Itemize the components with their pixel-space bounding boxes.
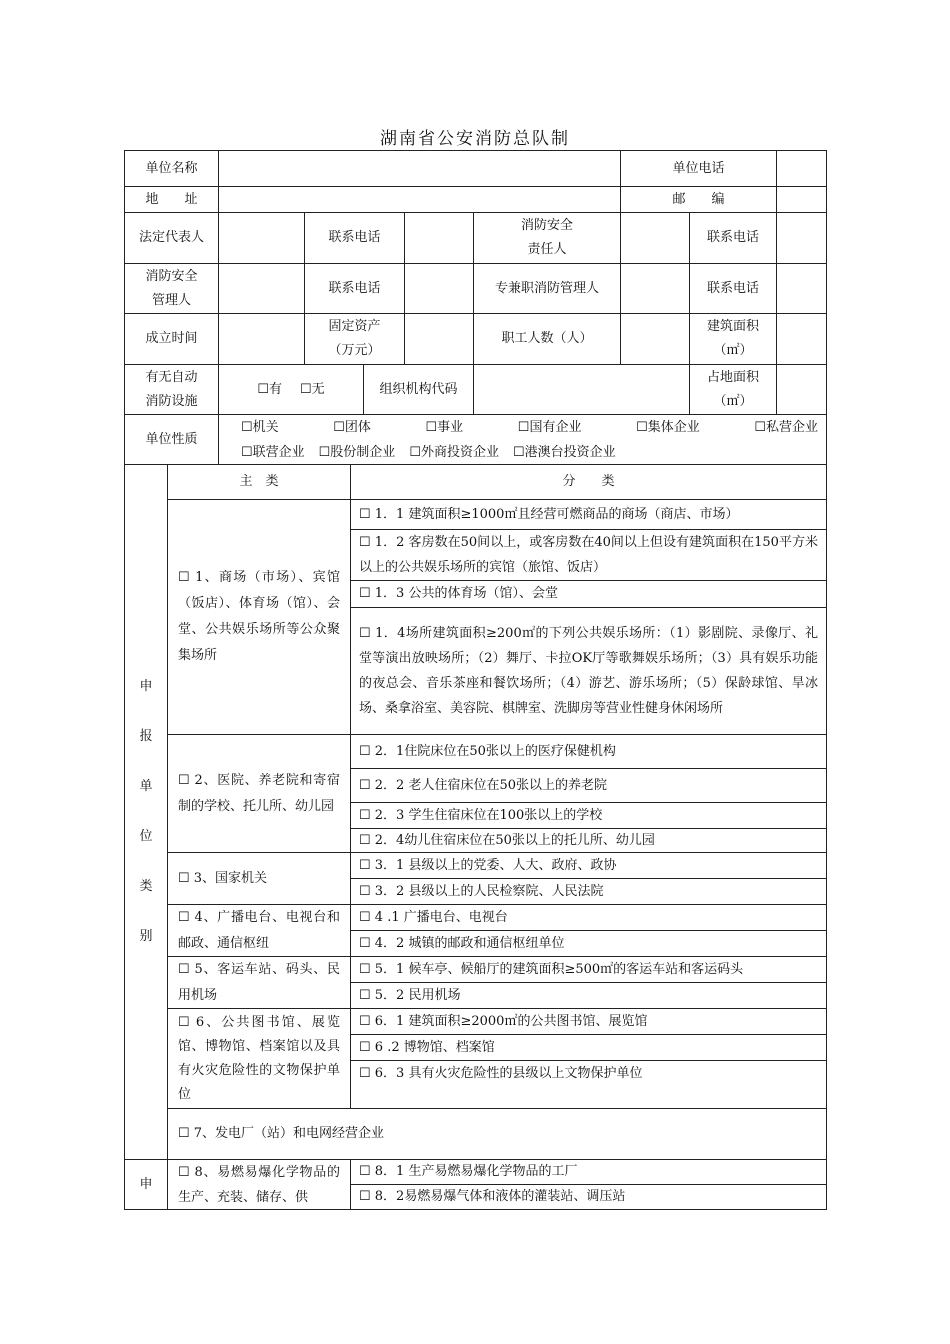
sub-category-3-2[interactable]: ☐ 3．2 县级以上的人民检察院、人民法院: [350, 878, 827, 905]
field-safety-responsible-phone[interactable]: [776, 212, 827, 264]
field-address[interactable]: [218, 186, 621, 213]
sub-category-6-2[interactable]: ☐ 6 .2 博物馆、档案馆: [350, 1034, 827, 1061]
label-building-area: [689, 313, 777, 365]
label-safety-manager-phone: 联系电话: [304, 263, 405, 314]
label-land-area: [689, 364, 777, 415]
label-land-area-l1: 占地面积: [706, 369, 759, 385]
field-legal-rep-phone[interactable]: [404, 212, 474, 264]
field-fixed-assets[interactable]: [404, 313, 474, 365]
column-header-main: 主 类: [167, 464, 351, 500]
label-fixed-assets: [304, 313, 405, 365]
nature-option-state-owned[interactable]: ☐国有企业: [517, 419, 582, 435]
main-category-6[interactable]: ☐ 6、公共图书馆、展览馆、博物馆、档案馆以及具有火灾危险性的文物保护单位: [167, 1008, 351, 1109]
field-safety-manager-phone[interactable]: [404, 263, 474, 314]
label-safety-responsible-phone: 联系电话: [689, 212, 777, 264]
nature-option-foreign[interactable]: ☐外商投资企业: [409, 444, 499, 460]
nature-option-group[interactable]: ☐团体: [333, 419, 371, 435]
sub-category-4-1[interactable]: ☐ 4 .1 广播电台、电视台: [350, 904, 827, 931]
label-fixed-assets-l2: （万元）: [328, 343, 381, 358]
label-auto-facility: [124, 364, 219, 415]
sub-category-2-2[interactable]: ☐ 2．2 老人住宿床位在50张以上的养老院: [350, 768, 827, 803]
column-header-sub: 分 类: [350, 464, 827, 500]
facility-yes-checkbox[interactable]: ☐有: [257, 381, 282, 397]
side-char-1: 申: [139, 679, 153, 694]
sub-category-5-1[interactable]: ☐ 5．1 候车亭、候船厅的建筑面积≥500㎡的客运车站和客运码头: [350, 956, 827, 983]
sub-category-1-2[interactable]: ☐ 1．2 客房数在50间以上，或客房数在40间以上但设有建筑面积在150平方米以上的公共娱乐场所的宾馆（旅馆、饭店）: [350, 529, 827, 581]
sub-category-2-3[interactable]: ☐ 2．3 学生住宿床位在100张以上的学校: [350, 802, 827, 829]
label-building-area-l2: （㎡）: [713, 343, 753, 358]
side-char-2: 报: [139, 729, 153, 744]
side-label-category: [124, 464, 168, 1160]
sub-category-1-3[interactable]: ☐ 1．3 公共的体育场（馆）、会堂: [350, 580, 827, 608]
field-building-area[interactable]: [776, 313, 827, 365]
main-category-8[interactable]: ☐ 8、易燃易爆化学物品的生产、充装、储存、供: [167, 1159, 351, 1210]
label-safety-manager-l2: 管理人: [151, 292, 191, 308]
sub-category-5-2[interactable]: ☐ 5．2 民用机场: [350, 982, 827, 1009]
label-fixed-assets-l1: 固定资产: [328, 319, 381, 334]
field-founded[interactable]: [218, 313, 305, 365]
sub-category-6-3[interactable]: ☐ 6．3 具有火灾危险性的县级以上文物保护单位: [350, 1060, 827, 1087]
label-unit-phone: 单位电话: [620, 150, 777, 187]
sub-category-1-1[interactable]: ☐ 1．1 建筑面积≥1000㎡且经营可燃商品的商场（商店、市场）: [350, 499, 827, 530]
label-auto-facility-l1: 有无自动: [145, 369, 198, 385]
label-safety-manager-l1: 消防安全: [145, 268, 198, 284]
field-postcode[interactable]: [776, 186, 827, 213]
sub-category-6-blank: [350, 1086, 827, 1109]
label-building-area-l1: 建筑面积: [706, 319, 759, 334]
label-fire-manager: 专兼职消防管理人: [473, 263, 621, 314]
side-label-next: 申: [124, 1159, 168, 1210]
label-nature: 单位性质: [124, 414, 219, 465]
side-char-4: 位: [139, 829, 153, 844]
facility-no-checkbox[interactable]: ☐无: [300, 381, 325, 397]
label-safety-responsible-l1: 消防安全: [520, 218, 573, 233]
field-fire-manager[interactable]: [620, 263, 690, 314]
main-category-1[interactable]: ☐ 1、商场（市场）、宾馆（饭店）、体育场（馆）、会堂、公共娱乐场所等公众聚集场所: [167, 499, 351, 735]
nature-option-hk-macao-tw[interactable]: ☐港澳台投资企业: [512, 444, 616, 460]
main-category-5[interactable]: ☐ 5、客运车站、码头、民用机场: [167, 956, 351, 1009]
label-safety-manager: [124, 263, 219, 314]
sub-category-8-1[interactable]: ☐ 8．1 生产易燃易爆化学物品的工厂: [350, 1159, 827, 1185]
label-address: 地 址: [124, 186, 219, 213]
facility-options: [218, 364, 364, 415]
field-unit-name[interactable]: [218, 150, 621, 187]
label-safety-responsible-l2: 责任人: [527, 242, 567, 257]
label-founded: 成立时间: [124, 313, 219, 365]
field-land-area[interactable]: [776, 364, 827, 415]
field-safety-manager[interactable]: [218, 263, 305, 314]
label-fire-manager-phone: 联系电话: [689, 263, 777, 314]
label-auto-facility-l2: 消防设施: [145, 393, 198, 409]
field-legal-rep[interactable]: [218, 212, 305, 264]
nature-option-organ[interactable]: ☐机关: [241, 419, 279, 435]
field-fire-manager-phone[interactable]: [776, 263, 827, 314]
main-category-4[interactable]: ☐ 4、广播电台、电视台和邮政、通信枢纽: [167, 904, 351, 957]
sub-category-1-4[interactable]: ☐ 1．4场所建筑面积≥200㎡的下列公共娱乐场所：（1）影剧院、录像厅、礼堂等演出放映场所；（2）舞厅、卡拉OK厅等歌舞娱乐场所；（3）具有娱乐功能的夜总会、音乐茶座和餐饮场所；（4）游艺、游乐场所；（5）保龄球馆、旱冰场、桑拿浴室、美容院、棋牌室、洗脚房等营业性健身休闲场所: [350, 607, 827, 735]
label-legal-rep: 法定代表人: [124, 212, 219, 264]
sub-category-6-1[interactable]: ☐ 6．1 建筑面积≥2000㎡的公共图书馆、展览馆: [350, 1008, 827, 1035]
label-org-code: 组织机构代码: [363, 364, 474, 415]
form-title: 湖南省公安消防总队制: [380, 129, 570, 149]
label-staff: 职工人数（人）: [473, 313, 621, 365]
sub-category-4-2[interactable]: ☐ 4．2 城镇的邮政和通信枢纽单位: [350, 930, 827, 957]
main-category-7[interactable]: ☐ 7、发电厂（站）和电网经营企业: [167, 1108, 827, 1160]
label-postcode: 邮 编: [620, 186, 777, 213]
nature-option-institution[interactable]: ☐事业: [425, 419, 464, 435]
field-unit-phone[interactable]: [776, 150, 827, 187]
nature-options: [218, 414, 827, 465]
main-category-2[interactable]: ☐ 2、医院、养老院和寄宿制的学校、托儿所、幼儿园: [167, 734, 351, 853]
nature-option-shareholding[interactable]: ☐股份制企业: [318, 444, 396, 460]
side-char-5: 类: [139, 879, 153, 894]
sub-category-3-1[interactable]: ☐ 3．1 县级以上的党委、人大、政府、政协: [350, 852, 827, 879]
label-unit-name: 单位名称: [124, 150, 219, 187]
nature-row-2: [241, 440, 616, 465]
field-safety-responsible[interactable]: [620, 212, 690, 264]
side-char-3: 单: [139, 779, 153, 794]
nature-option-joint[interactable]: ☐联营企业: [241, 444, 305, 460]
field-staff[interactable]: [620, 313, 690, 365]
label-safety-responsible: [473, 212, 621, 264]
label-legal-rep-phone: 联系电话: [304, 212, 405, 264]
nature-option-private[interactable]: ☐私营企业: [754, 419, 818, 435]
sub-category-2-1[interactable]: ☐ 2．1住院床位在50张以上的医疗保健机构: [350, 734, 827, 769]
nature-option-collective[interactable]: ☐集体企业: [636, 419, 700, 435]
label-land-area-l2: （㎡）: [713, 393, 753, 409]
nature-row-1: [241, 415, 818, 440]
side-char-6: 别: [139, 929, 153, 944]
sub-category-2-4[interactable]: ☐ 2．4幼儿住宿床位在50张以上的托儿所、幼儿园: [350, 828, 827, 853]
field-org-code[interactable]: [473, 364, 690, 415]
main-category-3[interactable]: ☐ 3、国家机关: [167, 852, 351, 905]
sub-category-8-2[interactable]: ☐ 8．2易燃易爆气体和液体的灌装站、调压站: [350, 1184, 827, 1210]
